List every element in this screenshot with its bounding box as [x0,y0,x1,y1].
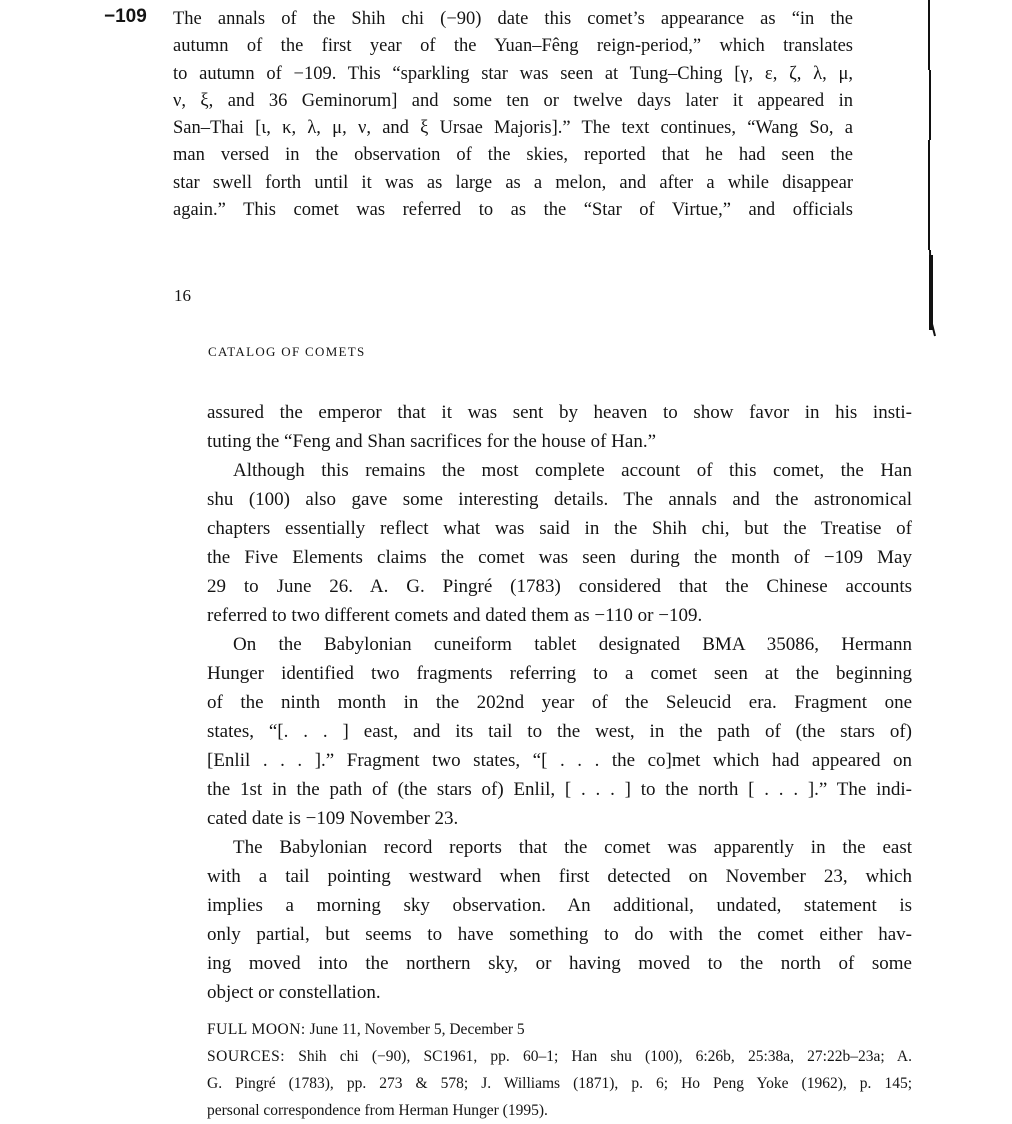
paragraph [207,456,912,630]
full-moon-label: FULL MOON: [207,1021,306,1038]
sources-label: SOURCES: [207,1048,286,1065]
text-line: 29 to June 26. A. G. Pingré (1783) considered that the Chinese accounts [207,576,912,597]
text-line: again.” This comet was referred to as the “Star of Virtue,” and officials [173,200,853,221]
text-line: the 1st in the path of (the stars of) Enlil, [ . . . ] to the north [ . . . ].” The indi- [207,779,912,800]
entry-notes [207,1016,912,1124]
running-head: CATALOG OF COMETS [208,344,366,359]
text-line: San–Thai [ι, κ, λ, μ, ν, and ξ Ursae Majoris].” The text continues, “Wang So, a [173,118,853,139]
text-line: Although this remains the most complete account of this comet, the Han [233,460,912,481]
full-moon-line [207,1016,912,1043]
text-line: The Babylonian record reports that the comet was apparently in the east [233,837,912,858]
text-line: object or constellation. [207,982,381,1003]
entry-text-top [173,6,853,224]
text-line: implies a morning sky observation. An additional, undated, statement is [207,895,912,916]
text-line: The annals of the Shih chi (−90) date this comet’s appearance as “in the [173,9,853,29]
text-line: referred to two different comets and dated them as −110 or −109. [207,605,703,626]
paragraph [207,833,912,1007]
text-line: [Enlil . . . ].” Fragment two states, “[ . . . the co]met which had appeared on [207,750,912,771]
sources-line: G. Pingré (1783), pp. 273 & 578; J. Williams (1871), p. 6; Ho Peng Yoke (1962), p. 145; [207,1075,912,1092]
sources-line [207,1043,912,1070]
text-line: man versed in the observation of the skies, reported that he had seen the [173,145,853,166]
sources-text: Shih chi (−90), SC1961, pp. 60–1; Han shu (100), 6:26b, 25:38a, 27:22b–23a; A. [285,1048,912,1065]
full-moon-dates: June 11, November 5, December 5 [305,1021,525,1038]
text-line: On the Babylonian cuneiform tablet designated BMA 35086, Hermann [233,634,912,655]
text-line: assured the emperor that it was sent by heaven to show favor in his insti- [207,402,912,423]
entry-number: −109 [104,6,147,27]
text-line: chapters essentially reflect what was said in the Shih chi, but the Treatise of [207,518,912,539]
text-line: star swell forth until it was as large as a melon, and after a while disappear [173,172,853,193]
text-line: Hunger identified two fragments referring to a comet seen at the beginning [207,663,912,684]
text-line: cated date is −109 November 23. [207,808,459,829]
text-line: ing moved into the northern sky, or having moved to the north of some [207,953,912,974]
text-line: states, “[. . . ] east, and its tail to the west, in the path of (the stars of) [207,721,912,742]
margin-scan-edge [926,0,936,340]
page-body [207,398,912,1007]
paragraph [207,398,912,456]
text-line: ν, ξ, and 36 Geminorum] and some ten or twelve days later it appeared in [173,90,853,111]
paragraph [207,630,912,833]
text-line: the Five Elements claims the comet was seen during the month of −109 May [207,547,912,568]
text-line: only partial, but seems to have something to do with the comet either hav- [207,924,912,945]
text-line: to autumn of −109. This “sparkling star was seen at Tung–Ching [γ, ε, ζ, λ, μ, [173,63,853,84]
text-line: with a tail pointing westward when first detected on November 23, which [207,866,912,887]
text-line: autumn of the first year of the Yuan–Fêng reign-period,” which translates [173,36,853,57]
sources-line: personal correspondence from Herman Hunger (1995). [207,1102,548,1119]
text-line: of the ninth month in the 202nd year of the Seleucid era. Fragment one [207,692,912,713]
text-line: shu (100) also gave some interesting details. The annals and the astronomical [207,489,912,510]
page-number: 16 [174,286,191,305]
text-line: tuting the “Feng and Shan sacrifices for the house of Han.” [207,431,657,452]
